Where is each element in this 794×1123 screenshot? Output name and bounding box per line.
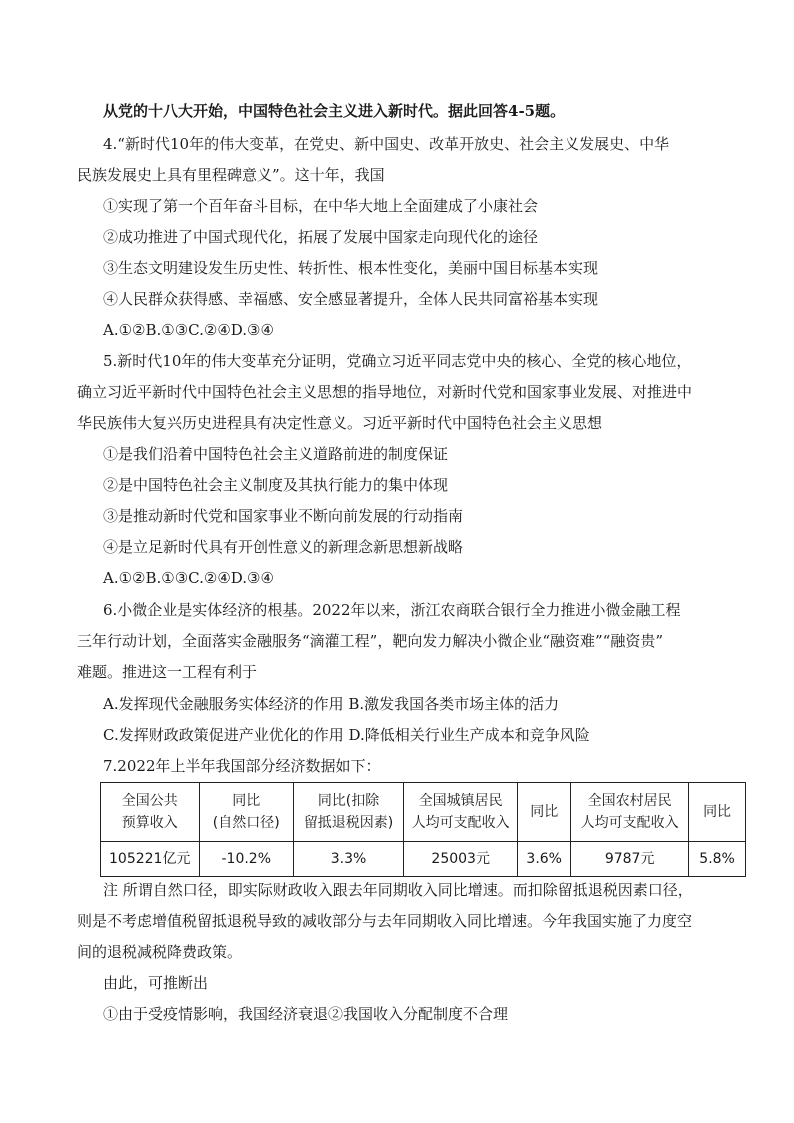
table-header-cell: 同比(扣除 留抵退税因素) bbox=[294, 783, 404, 842]
q5-stem-line-2: 确立习近平新时代中国特色社会主义思想的指导地位，对新时代党和国家事业发展、对推进中 bbox=[77, 383, 693, 401]
economic-data-table bbox=[100, 782, 746, 877]
table-cell: 9787元 bbox=[571, 842, 689, 877]
q7-note-line-3: 间的退税减税降费政策。 bbox=[77, 943, 243, 961]
q4-item-2: ②成功推进了中国式现代化，拓展了发展中国家走向现代化的途径 bbox=[103, 228, 539, 246]
table-cell: 3.6% bbox=[518, 842, 571, 877]
q7-lead: 由此，可推断出 bbox=[103, 974, 209, 992]
section-intro: 从党的十八大开始，中国特色社会主义进入新时代。据此回答4-5题。 bbox=[103, 102, 566, 120]
q5-item-2: ②是中国特色社会主义制度及其执行能力的集中体现 bbox=[103, 476, 449, 494]
q5-stem-line-1: 5.新时代10年的伟大变革充分证明，党确立习近平同志党中央的核心、全党的核心地位， bbox=[103, 352, 692, 370]
q5-stem-line-3: 华民族伟大复兴历史进程具有决定性意义。习近平新时代中国特色社会主义思想 bbox=[77, 414, 603, 432]
q6-stem-line-2: 三年行动计划，全面落实金融服务“滴灌工程”，靶向发力解决小微企业“融资难”“融资贵” bbox=[77, 632, 664, 650]
table-cell: 105221亿元 bbox=[101, 842, 200, 877]
table-header-cell: 全国公共 预算收入 bbox=[101, 783, 200, 842]
table-cell: -10.2% bbox=[199, 842, 294, 877]
q6-options-line-1: A.发挥现代金融服务实体经济的作用 B.激发我国各类市场主体的活力 bbox=[103, 695, 560, 713]
q4-stem-line-2: 民族发展史上具有里程碑意义”。这十年，我国 bbox=[77, 166, 385, 184]
q6-stem-line-3: 难题。推进这一工程有利于 bbox=[77, 663, 258, 681]
q5-item-1: ①是我们沿着中国特色社会主义道路前进的制度保证 bbox=[103, 445, 449, 463]
table-header-cell: 同比 (自然口径) bbox=[199, 783, 294, 842]
q7-items: ①由于受疫情影响，我国经济衰退②我国收入分配制度不合理 bbox=[103, 1005, 509, 1023]
q6-options-line-2: C.发挥财政政策促进产业优化的作用 D.降低相关行业生产成本和竞争风险 bbox=[103, 726, 590, 744]
table-row bbox=[101, 842, 746, 877]
q5-item-4: ④是立足新时代具有开创性意义的新理念新思想新战略 bbox=[103, 538, 464, 556]
q5-options: A.①②B.①③C.②④D.③④ bbox=[103, 569, 274, 587]
q4-options: A.①②B.①③C.②④D.③④ bbox=[103, 321, 274, 339]
q4-item-4: ④人民群众获得感、幸福感、安全感显著提升，全体人民共同富裕基本实现 bbox=[103, 290, 599, 308]
q6-stem-line-1: 6.小微企业是实体经济的根基。2022年以来，浙江农商联合银行全力推进小微金融工程 bbox=[103, 601, 681, 619]
q7-note-line-1: 注 所谓自然口径，即实际财政收入跟去年同期收入同比增速。而扣除留抵退税因素口径， bbox=[103, 881, 693, 899]
q7-stem: 7.2022年上半年我国部分经济数据如下： bbox=[103, 757, 381, 775]
table-header-cell: 同比 bbox=[518, 783, 571, 842]
table-cell: 5.8% bbox=[689, 842, 746, 877]
q7-note-line-2: 则是不考虑增值税留抵退税导致的减收部分与去年同期收入同比增速。今年我国实施了力度空 bbox=[77, 912, 693, 930]
table-header-row bbox=[101, 783, 746, 842]
q4-stem-line-1: 4.“新时代10年的伟大变革，在党史、新中国史、改革开放史、社会主义发展史、中华 bbox=[103, 135, 670, 153]
table-header-cell: 全国城镇居民 人均可支配收入 bbox=[404, 783, 518, 842]
table-header-cell: 全国农村居民 人均可支配收入 bbox=[571, 783, 689, 842]
table-cell: 3.3% bbox=[294, 842, 404, 877]
q5-item-3: ③是推动新时代党和国家事业不断向前发展的行动指南 bbox=[103, 507, 464, 525]
q4-item-3: ③生态文明建设发生历史性、转折性、根本性变化，美丽中国目标基本实现 bbox=[103, 259, 599, 277]
q4-item-1: ①实现了第一个百年奋斗目标，在中华大地上全面建成了小康社会 bbox=[103, 197, 539, 215]
table-cell: 25003元 bbox=[404, 842, 518, 877]
table-header-cell: 同比 bbox=[689, 783, 746, 842]
